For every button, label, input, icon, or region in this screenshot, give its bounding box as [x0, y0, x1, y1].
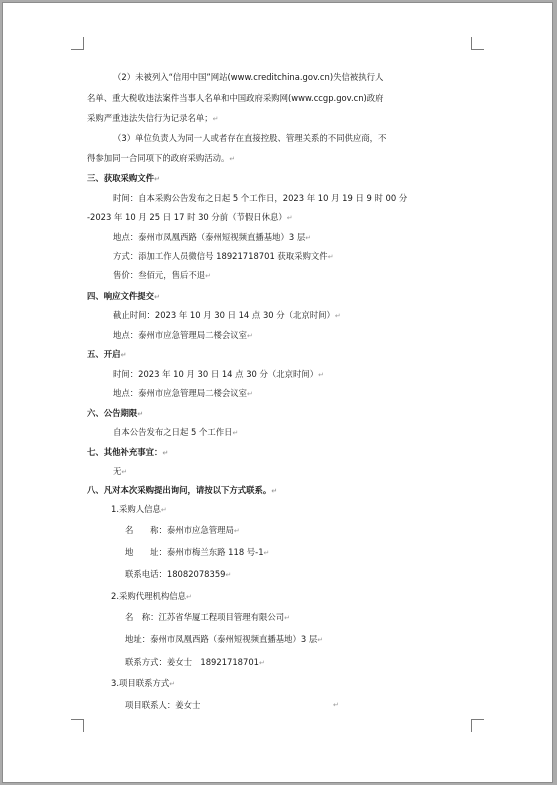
paragraph-line: 1.采购人信息↵	[111, 504, 167, 514]
paragraph-line: 3.项目联系方式↵	[111, 678, 176, 688]
paragraph-line: 2.采购代理机构信息↵	[111, 591, 192, 601]
crop-mark-bottom-right-v	[471, 719, 472, 732]
paragraph-line: 名单、重大税收违法案件当事人名单和中国政府采购网(www.ccgp.gov.cn)政府	[87, 93, 384, 103]
paragraph-line: 时间：自本采购公告发布之日起 5 个工作日，2023 年 10 月 19 日 9 时 00 分	[113, 193, 408, 203]
paragraph-line: -2023 年 10 月 25 日 17 时 30 分前（节假日休息）↵	[87, 212, 293, 222]
section-heading: 八、凡对本次采购提出询问，请按以下方式联系。↵	[87, 485, 278, 495]
paragraph-line: 联系电话：18082078359↵	[125, 569, 232, 579]
paragraph-line: 项目联系人：姜女士	[125, 700, 201, 710]
section-heading: 六、公告期限↵	[87, 408, 144, 418]
paragraph-line: 联系方式：姜女士 18921718701↵	[125, 657, 265, 667]
paragraph-line: 地点：泰州市应急管理局二楼会议室↵	[113, 388, 253, 398]
crop-mark-bottom-left-v	[83, 719, 84, 732]
paragraph-line: 采购严重违法失信行为记录名单；↵	[87, 113, 219, 123]
paragraph-line: 地址：泰州市凤凰西路（泰州短视频直播基地）3 层↵	[125, 634, 324, 644]
paragraph-line: 方式：添加工作人员微信号 18921718701 获取采购文件↵	[113, 251, 334, 261]
paragraph-line: 名 称：江苏省华厦工程项目管理有限公司↵	[125, 612, 290, 622]
paragraph-line: 无↵	[113, 466, 128, 476]
section-heading: 五、开启↵	[87, 349, 127, 359]
section-heading: 七、其他补充事宜：↵	[87, 447, 169, 457]
paragraph-mark: ↵	[333, 701, 339, 709]
paragraph-line: 地 址：泰州市梅兰东路 118 号-1↵	[125, 547, 270, 557]
paragraph-line: 地点：泰州市应急管理局二楼会议室↵	[113, 330, 253, 340]
crop-mark-bottom-right	[471, 719, 484, 720]
document-page	[2, 2, 553, 783]
crop-mark-top-right	[471, 49, 484, 50]
crop-mark-top-right-v	[471, 37, 472, 50]
crop-mark-top-left-v	[83, 37, 84, 50]
paragraph-line: 售价：叁佰元，售后不退↵	[113, 270, 211, 280]
paragraph-line: （2）未被列入“信用中国”网站(www.creditchina.gov.cn)失信被执行人	[113, 72, 384, 82]
paragraph-line: 自本公告发布之日起 5 个工作日↵	[113, 427, 239, 437]
paragraph-line: （3）单位负责人为同一人或者存在直接控股、管理关系的不同供应商，不	[113, 133, 387, 143]
section-heading: 三、获取采购文件↵	[87, 173, 160, 183]
section-heading: 四、响应文件提交↵	[87, 291, 160, 301]
paragraph-line: 得参加同一合同项下的政府采购活动。↵	[87, 153, 236, 163]
paragraph-line: 时间：2023 年 10 月 30 日 14 点 30 分（北京时间）↵	[113, 369, 325, 379]
paragraph-line: 地点：泰州市凤凰西路（泰州短视频直播基地）3 层↵	[113, 232, 312, 242]
paragraph-line: 名 称：泰州市应急管理局↵	[125, 525, 240, 535]
paragraph-line: 截止时间：2023 年 10 月 30 日 14 点 30 分（北京时间）↵	[113, 310, 341, 320]
